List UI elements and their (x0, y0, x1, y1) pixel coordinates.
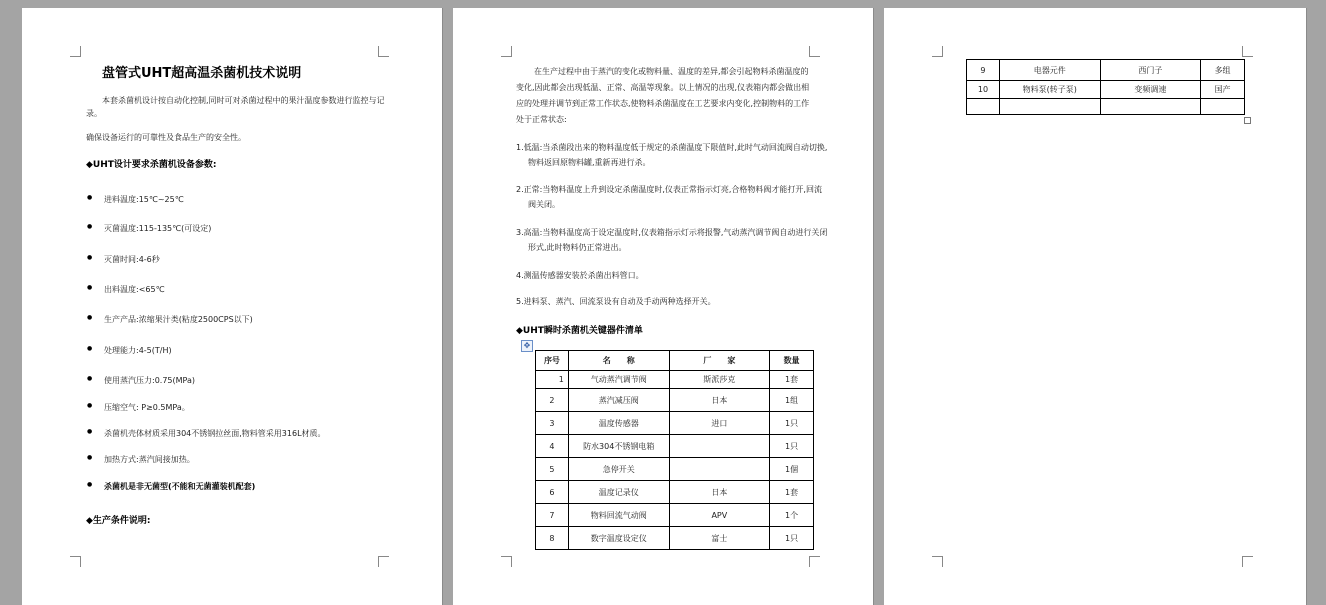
table-cell[interactable]: 10 (967, 81, 1000, 99)
crop-mark (932, 556, 943, 567)
intro-paragraph[interactable]: 本套杀菌机设计按自动化控制,同时可对杀菌过程中的果汁温度参数进行监控与记录。 (86, 96, 385, 118)
table-cell[interactable]: 2 (536, 389, 569, 412)
process-paragraph[interactable]: 在生产过程中由于蒸汽的变化或物料量、温度的差异,都会引起物料杀菌温度的变化,因此都会出现低温、正常、高温等现象。以上情况的出现,仪表箱内都会做出相应的处理并调节到正常工作状态,使物料杀菌温度在工艺要求内变化,控制物料的工作处于正常状态: (516, 67, 810, 124)
document-title[interactable]: 盘管式UHT超高温杀菌机技术说明 (102, 66, 302, 81)
crop-mark (809, 556, 820, 567)
table-heading[interactable]: ◆UHT瞬时杀菌机关键器件清单 (516, 326, 643, 336)
table-cell[interactable]: 蒸汽减压阀 (568, 389, 669, 412)
numbered-item[interactable]: 4.测温传感器安装於杀菌出料管口。 (516, 271, 644, 280)
param-item[interactable]: ● 灭菌温度:115-135℃(可设定) (104, 223, 211, 234)
param-item[interactable]: ● 出料温度:<65℃ (104, 284, 165, 295)
table-cell[interactable] (669, 435, 770, 458)
crop-mark (1242, 46, 1253, 57)
table-cell[interactable]: 多组 (1201, 60, 1245, 81)
param-item[interactable]: ● 灭菌时间:4-6秒 (104, 254, 160, 265)
document-page-2[interactable] (453, 8, 873, 605)
table-cell[interactable] (999, 99, 1100, 115)
param-item[interactable]: ● 生产产品:浓缩果汁类(粘度2500CPS以下) (104, 314, 253, 325)
components-table (535, 350, 814, 550)
document-page-1[interactable] (22, 8, 442, 605)
table-cell[interactable]: 1只 (770, 412, 814, 435)
table-cell[interactable]: 斯派莎克 (669, 371, 770, 389)
crop-mark (70, 46, 81, 57)
table-header-cell[interactable]: 名 称 (568, 351, 669, 371)
table-cell[interactable]: 急停开关 (568, 458, 669, 481)
table-cell[interactable]: 防水304不锈钢电箱 (568, 435, 669, 458)
intro-paragraph-2[interactable]: 确保设备运行的可靠性及食品生产的安全性。 (86, 133, 246, 142)
table-cell[interactable] (967, 99, 1000, 115)
crop-mark (501, 556, 512, 567)
table-row (536, 435, 814, 458)
table-cell[interactable]: 西门子 (1100, 60, 1201, 81)
table-cell[interactable]: 富士 (669, 527, 770, 550)
table-row (536, 371, 814, 389)
table-cell[interactable]: 进口 (669, 412, 770, 435)
section-heading-params[interactable]: ◆UHT设计要求杀菌机设备参数: (86, 160, 217, 170)
table-row (967, 81, 1245, 99)
table-row (536, 412, 814, 435)
numbered-item[interactable]: 1.低温:当杀菌段出来的物料温度低于规定的杀菌温度下限值时,此时气动回流阀自动切换,物料返回原物料罐,重新再进行杀。 (516, 143, 828, 167)
crop-mark (809, 46, 820, 57)
crop-mark (70, 556, 81, 567)
crop-mark (501, 46, 512, 57)
crop-mark (378, 46, 389, 57)
crop-mark (1242, 556, 1253, 567)
table-row (967, 60, 1245, 81)
table-cell[interactable]: 6 (536, 481, 569, 504)
table-move-handle-icon[interactable]: ✥ (521, 340, 533, 352)
table-cell[interactable]: 1套 (770, 371, 814, 389)
table-cell[interactable] (1201, 99, 1245, 115)
table-cell[interactable]: 温度记录仪 (568, 481, 669, 504)
table-cell[interactable]: 国产 (1201, 81, 1245, 99)
table-cell[interactable]: 1套 (770, 481, 814, 504)
table-row (536, 389, 814, 412)
table-cell[interactable]: 4 (536, 435, 569, 458)
numbered-item[interactable]: 2.正常:当物料温度上升到设定杀菌温度时,仪表正常指示灯亮,合格物料阀才能打开,回流阀关闭。 (516, 185, 822, 209)
table-cell[interactable] (669, 458, 770, 481)
table-row (536, 481, 814, 504)
components-table-continued (966, 59, 1245, 115)
table-cell[interactable]: 变频调速 (1100, 81, 1201, 99)
table-cell[interactable]: 1 (536, 371, 569, 389)
document-page-3[interactable] (884, 8, 1306, 605)
param-item[interactable]: ● 杀菌机壳体材质采用304不锈钢拉丝面,物料管采用316L材质。 (104, 428, 326, 439)
table-resize-handle[interactable] (1244, 117, 1251, 124)
table-cell[interactable]: 物料回流气动阀 (568, 504, 669, 527)
param-item[interactable]: ● 压缩空气: P≥0.5MPa。 (104, 402, 190, 413)
table-cell[interactable]: 日本 (669, 481, 770, 504)
table-cell[interactable]: 1个 (770, 504, 814, 527)
numbered-item[interactable]: 5.进料泵、蒸汽、回流泵设有自动及手动两种选择开关。 (516, 297, 716, 306)
section-heading-conditions[interactable]: ◆生产条件说明: (86, 516, 151, 526)
table-cell[interactable]: 温度传感器 (568, 412, 669, 435)
numbered-item[interactable]: 3.高温:当物料温度高于设定温度时,仪表箱指示灯示将报警,气动蒸汽调节阀自动进行关闭形式,此时物料仍正常进出。 (516, 228, 828, 252)
table-row (536, 458, 814, 481)
param-item[interactable]: ● 杀菌机是非无菌型(不能和无菌灌装机配套) (104, 481, 255, 492)
table-header-cell[interactable]: 序号 (536, 351, 569, 371)
table-header-cell[interactable]: 数量 (770, 351, 814, 371)
table-cell[interactable]: 物料泵(转子泵) (999, 81, 1100, 99)
crop-mark (378, 556, 389, 567)
param-item[interactable]: ● 处理能力:4-5(T/H) (104, 345, 172, 356)
table-cell[interactable]: 1只 (770, 435, 814, 458)
crop-mark (932, 46, 943, 57)
table-header-cell[interactable]: 厂 家 (669, 351, 770, 371)
table-cell[interactable]: 日本 (669, 389, 770, 412)
table-cell[interactable]: 1只 (770, 527, 814, 550)
table-cell[interactable]: 电器元件 (999, 60, 1100, 81)
param-item[interactable]: ● 使用蒸汽压力:0.75(MPa) (104, 375, 195, 386)
table-cell[interactable]: 1组 (770, 389, 814, 412)
param-item[interactable]: ● 加热方式:蒸汽间接加热。 (104, 454, 195, 465)
table-cell[interactable]: 3 (536, 412, 569, 435)
table-cell[interactable] (1100, 99, 1201, 115)
table-cell[interactable]: 9 (967, 60, 1000, 81)
table-row (967, 99, 1245, 115)
table-cell[interactable]: 5 (536, 458, 569, 481)
table-cell[interactable]: 气动蒸汽调节阀 (568, 371, 669, 389)
table-row (536, 504, 814, 527)
table-cell[interactable]: 数字温度设定仪 (568, 527, 669, 550)
table-cell[interactable]: APV (669, 504, 770, 527)
table-cell[interactable]: 8 (536, 527, 569, 550)
param-item[interactable]: ● 进料温度:15℃~25℃ (104, 194, 184, 205)
table-cell[interactable]: 1個 (770, 458, 814, 481)
table-cell[interactable]: 7 (536, 504, 569, 527)
table-row (536, 527, 814, 550)
